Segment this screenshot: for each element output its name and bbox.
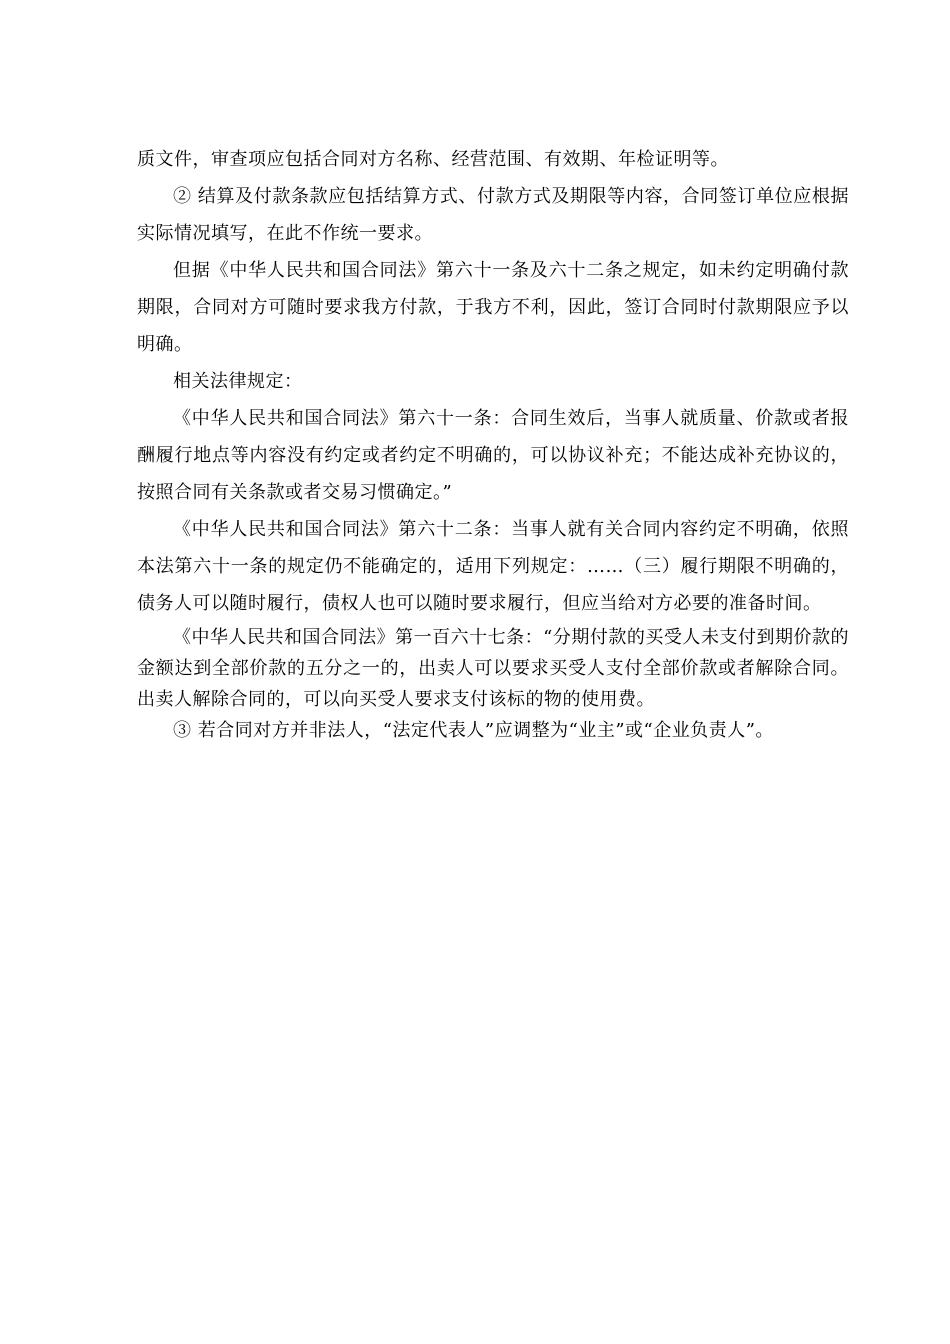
paragraph-payment-deadline: 但据《中华人民共和国合同法》第六十一条及六十二条之规定，如未约定明确付款期限，合同对方可随时要求我方付款，于我方不利，因此，签订合同时付款期限应予以明确。	[137, 260, 849, 355]
paragraph-article-167: 《中华人民共和国合同法》第一百六十七条：“分期付款的买受人未支付到期价款的金额达到全部价款的五分之一的，出卖人可以要求买受人支付全部价款或者解除合同。出卖人解除合同的，可以向买受人要求支付该标的物的使用费。	[137, 627, 849, 710]
paragraph-non-legal-person: ③ 若合同对方并非法人，“法定代表人”应调整为“业主”或“企业负责人”。	[173, 720, 774, 741]
paragraph-article-61: 《中华人民共和国合同法》第六十一条：合同生效后，当事人就质量、价款或者报酬履行地点等内容没有约定或者约定不明确的，可以协议补充；不能达成补充协议的，按照合同有关条款或者交易习惯确定。”	[137, 408, 849, 503]
paragraph-continuation: 质文件，审查项应包括合同对方名称、经营范围、有效期、年检证明等。	[137, 149, 729, 170]
paragraph-article-62: 《中华人民共和国合同法》第六十二条：当事人就有关合同内容约定不明确，依照本法第六十一条的规定仍不能确定的，适用下列规定：……（三）履行期限不明确的，债务人可以随时履行，债权人也可以随时要求履行，但应当给对方必要的准备时间。	[137, 519, 849, 614]
paragraph-settlement-terms: ② 结算及付款条款应包括结算方式、付款方式及期限等内容，合同签订单位应根据实际情况填写，在此不作统一要求。	[137, 186, 849, 244]
paragraph-related-law-heading: 相关法律规定：	[173, 371, 303, 392]
document-page	[137, 141, 849, 746]
